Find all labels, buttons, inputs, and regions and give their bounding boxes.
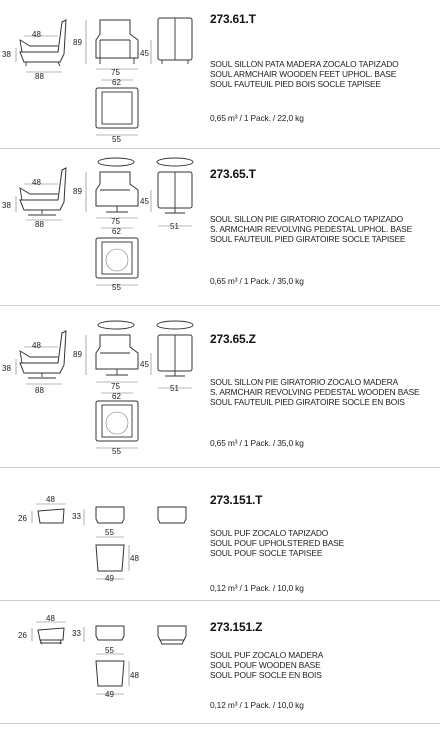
product-description <box>210 650 323 680</box>
dim-top-width: 55 <box>105 646 114 655</box>
dim-side-width: 88 <box>35 72 44 81</box>
rotation-arrow-icon <box>98 158 134 166</box>
dim-seat-height: 38 <box>2 364 11 373</box>
description-fr: SOUL FAUTEUIL PIED GIRATOIRE SOCLE EN BOIS <box>210 397 405 407</box>
rotation-arrow-icon <box>157 158 193 166</box>
dim-bottom-width: 49 <box>105 690 114 699</box>
product-description <box>210 377 419 407</box>
side-view-pouf <box>38 628 64 640</box>
dim-seat-height: 38 <box>2 201 11 210</box>
product-spec: 0,12 m³ / 1 Pack. / 10,0 kg <box>210 700 304 710</box>
dim-seat-depth: 48 <box>32 341 41 350</box>
description-en: SOUL POUF UPHOLSTERED BASE <box>210 538 345 548</box>
dim-seat-width: 62 <box>112 227 121 236</box>
product-spec: 0,12 m³ / 1 Pack. / 10,0 kg <box>210 583 304 593</box>
product-description <box>210 528 344 558</box>
rotation-arrow-icon <box>98 321 134 329</box>
product-spec: 0,65 m³ / 1 Pack. / 22,0 kg <box>210 113 304 123</box>
description-es: SOUL PUF ZOCALO TAPIZADO <box>210 528 329 538</box>
dim-seat-depth: 48 <box>32 178 41 187</box>
pouf-drawings <box>0 600 200 725</box>
armchair-drawings <box>0 0 200 150</box>
front-view-pouf <box>96 507 124 523</box>
dim-base-width: 51 <box>170 222 179 231</box>
description-fr: SOUL POUF SOCLE TAPISEE <box>210 548 323 558</box>
product-code: 273.65.Z <box>210 332 256 346</box>
front-view-armchair <box>96 20 138 58</box>
dim-back-depth: 45 <box>140 197 149 206</box>
dim-back-depth: 45 <box>140 49 149 58</box>
top-view-pouf <box>96 545 124 571</box>
side-view-armchair <box>20 331 66 373</box>
dim-seat-width: 62 <box>112 78 121 87</box>
front-view-armchair <box>96 335 138 369</box>
dim-top-depth: 55 <box>112 135 121 144</box>
back-view-pouf <box>158 507 186 523</box>
top-view-pouf <box>96 661 124 686</box>
back-view-pouf <box>158 626 186 640</box>
dim-left-height: 26 <box>18 631 27 640</box>
front-view-armchair <box>96 172 138 206</box>
description-es: SOUL PUF ZOCALO MADERA <box>210 650 324 660</box>
dim-bottom-width: 49 <box>105 574 114 583</box>
product-description <box>210 59 399 89</box>
description-es: SOUL SILLON PIE GIRATORIO ZOCALO TAPIZADO <box>210 214 404 224</box>
description-es: SOUL SILLON PIE GIRATORIO ZOCALO MADERA <box>210 377 399 387</box>
dim-back-depth: 45 <box>140 360 149 369</box>
product-code: 273.151.T <box>210 493 263 507</box>
dim-height: 89 <box>73 350 82 359</box>
dim-top-depth: 48 <box>130 671 139 680</box>
product-description <box>210 214 412 244</box>
product-spec: 0,65 m³ / 1 Pack. / 35,0 kg <box>210 276 304 286</box>
front-view-pouf <box>96 626 124 640</box>
dim-top-width: 55 <box>105 528 114 537</box>
dim-front-width: 75 <box>111 382 120 391</box>
description-en: S. ARMCHAIR REVOLVING PEDESTAL UPHOL. BASE <box>210 224 413 234</box>
dim-height: 33 <box>72 629 81 638</box>
side-view-armchair <box>20 168 66 210</box>
dim-width: 48 <box>46 614 55 623</box>
description-fr: SOUL POUF SOCLE EN BOIS <box>210 670 322 680</box>
dim-width: 48 <box>46 495 55 504</box>
dim-front-width: 75 <box>111 68 120 77</box>
description-fr: SOUL FAUTEUIL PIED BOIS SOCLE TAPISEE <box>210 79 381 89</box>
rotation-arrow-icon <box>157 321 193 329</box>
dim-top-depth: 48 <box>130 554 139 563</box>
product-spec: 0,65 m³ / 1 Pack. / 35,0 kg <box>210 438 304 448</box>
dim-side-width: 88 <box>35 220 44 229</box>
dim-seat-height: 38 <box>2 50 11 59</box>
dim-top-depth: 55 <box>112 283 121 292</box>
dim-left-height: 26 <box>18 514 27 523</box>
side-view-armchair <box>20 20 66 62</box>
dim-base-width: 51 <box>170 384 179 393</box>
dim-front-width: 75 <box>111 217 120 226</box>
dim-seat-width: 62 <box>112 392 121 401</box>
description-en: SOUL ARMCHAIR WOODEN FEET UPHOL. BASE <box>210 69 397 79</box>
armchair-drawings <box>0 305 200 460</box>
description-fr: SOUL FAUTEUIL PIED GIRATOIRE SOCLE TAPISEE <box>210 234 406 244</box>
row-divider <box>0 723 440 724</box>
product-code: 273.151.Z <box>210 620 263 634</box>
description-en: SOUL POUF WOODEN BASE <box>210 660 321 670</box>
dim-height: 33 <box>72 512 81 521</box>
product-code: 273.61.T <box>210 12 256 26</box>
dim-height: 89 <box>73 187 82 196</box>
product-code: 273.65.T <box>210 167 256 181</box>
dim-height: 89 <box>73 38 82 47</box>
armchair-drawings <box>0 148 200 298</box>
side-view-pouf <box>38 509 64 523</box>
dim-side-width: 88 <box>35 386 44 395</box>
dim-top-depth: 55 <box>112 447 121 456</box>
description-en: S. ARMCHAIR REVOLVING PEDESTAL WOODEN BASE <box>210 387 420 397</box>
dim-seat-depth: 48 <box>32 30 41 39</box>
pouf-drawings <box>0 467 200 592</box>
description-es: SOUL SILLON PATA MADERA ZOCALO TAPIZADO <box>210 59 399 69</box>
